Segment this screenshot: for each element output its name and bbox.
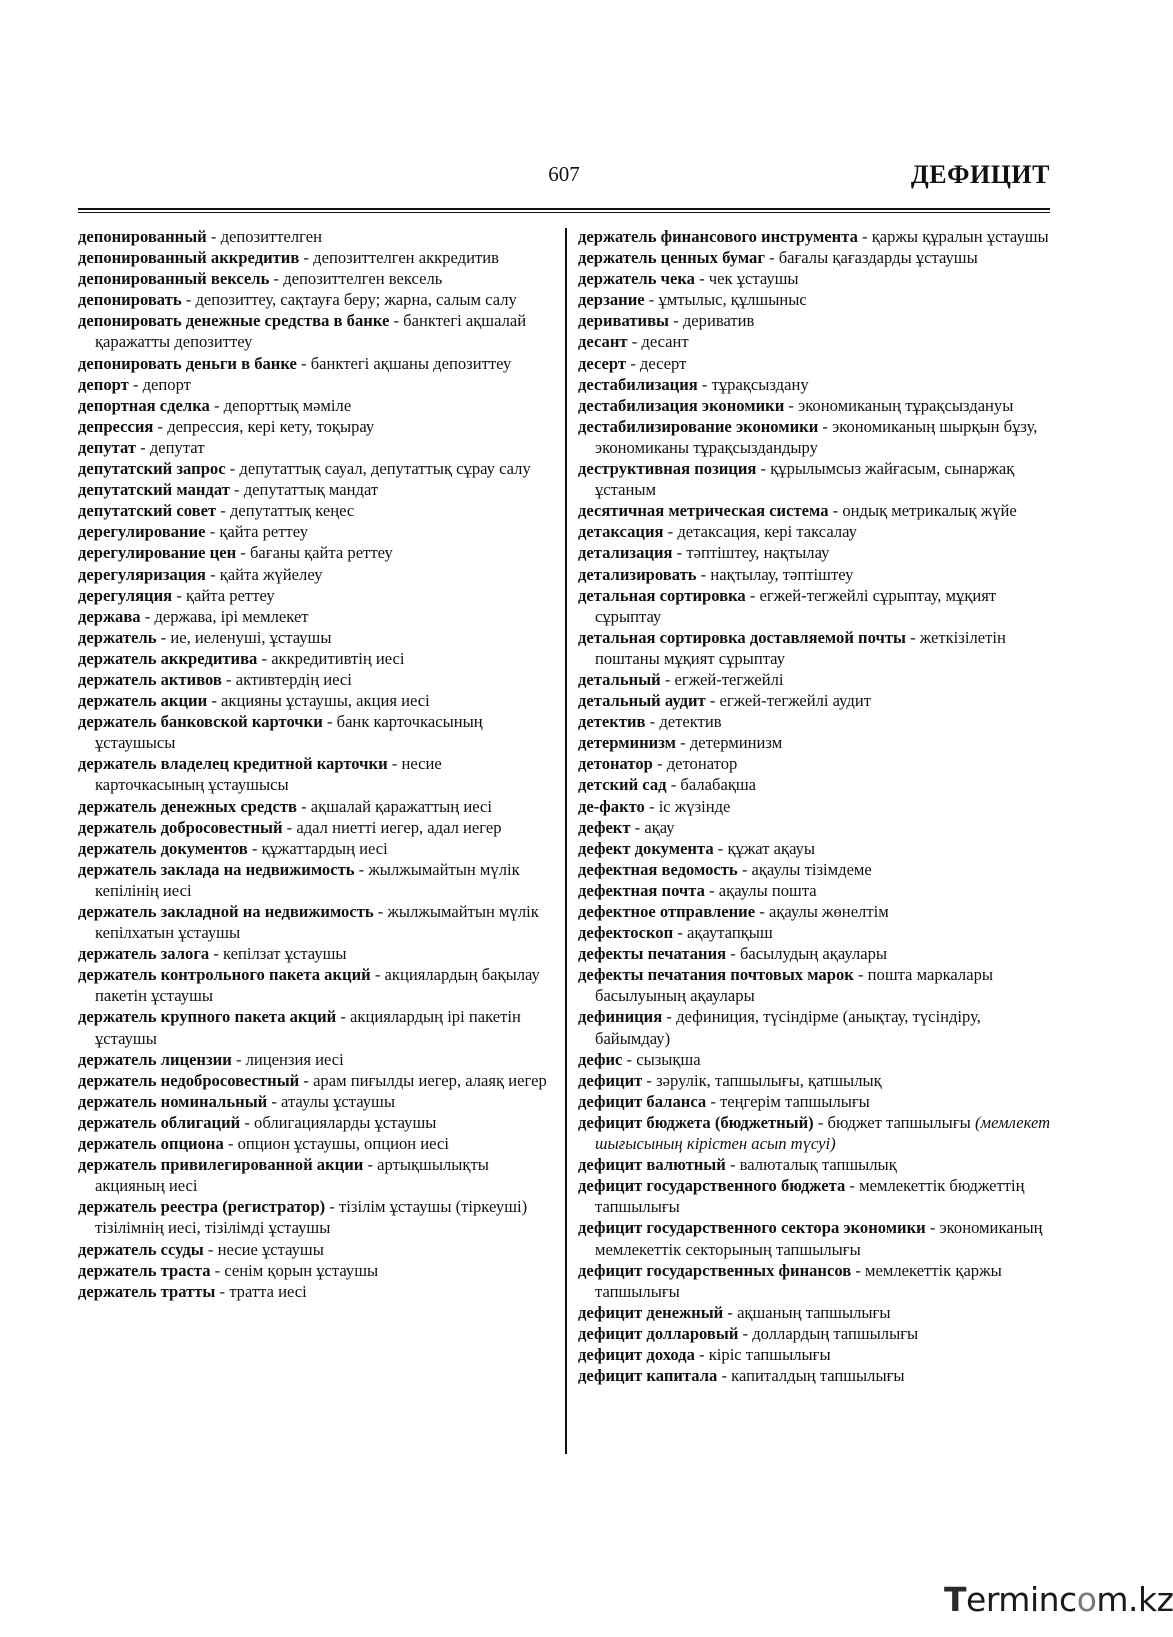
entry-term: держатель чека — [578, 269, 695, 289]
entry-term: дефицит долларовый — [578, 1323, 739, 1343]
entry-term: дестабилизация экономики — [578, 395, 785, 415]
entry-term: держатель номинальный — [78, 1091, 268, 1111]
dictionary-entry: держатель облигаций - облигацияларды ұстаушы — [78, 1112, 437, 1132]
entry-definition: детерминизм — [689, 733, 783, 753]
entry-definition: теңгерім тапшылығы — [720, 1091, 870, 1111]
dictionary-entry: деструктивная позиция - құрылымсыз жайғасым, сынаржақ ұстаным — [578, 459, 1015, 500]
column-divider — [565, 228, 567, 1454]
entry-definition: детектив — [659, 712, 722, 732]
entry-term: детский сад — [578, 775, 667, 795]
dictionary-entry: депутатский мандат - депутаттық мандат — [78, 480, 379, 500]
entry-term: дефицит баланса — [578, 1091, 707, 1111]
entry-definition: арам пиғылды иегер, алаяқ иегер — [313, 1070, 547, 1090]
entry-definition: ондық метрикалық жүйе — [842, 501, 1017, 521]
entry-term: депутатский мандат — [78, 480, 230, 500]
entry-term: держатель тратты — [78, 1281, 216, 1301]
entry-term: держатель траста — [78, 1260, 211, 1280]
entry-definition: банктегі ақшаны депозиттеу — [310, 353, 512, 373]
entry-definition: депутаттық кеңес — [229, 501, 355, 521]
left-column — [78, 226, 548, 1302]
entry-term: дефис — [578, 1049, 623, 1069]
logo-letter-t: T — [944, 1580, 967, 1619]
dictionary-entry: десант - десант — [578, 332, 689, 352]
entry-definition: депозиттеу, сақтауға беру; жарна, салым салу — [195, 290, 517, 310]
entry-term: дестабилизация — [578, 374, 698, 394]
dictionary-entry: де-факто - іс жүзінде — [578, 796, 731, 816]
entry-term: дерегуляция — [78, 585, 173, 605]
dictionary-entry: дефекты печатания почтовых марок - пошта маркалары басылуының ақаулары — [578, 965, 994, 1006]
dictionary-entry: дефицит дохода - кіріс тапшылығы — [578, 1344, 831, 1364]
entry-definition: адал ниетті иегер, адал иегер — [296, 817, 502, 837]
entry-term: держатель аккредитива — [78, 648, 258, 668]
dictionary-entry: держатель акции - акцияны ұстаушы, акция иесі — [78, 691, 430, 711]
dictionary-entry: дерзание - ұмтылыс, құлшыныс — [578, 290, 807, 310]
entry-term: держатель облигаций — [78, 1112, 241, 1132]
entry-term: держатель крупного пакета акций — [78, 1007, 337, 1027]
entry-term: дефекты печатания — [578, 944, 727, 964]
dictionary-entry: держатель ссуды - несие ұстаушы — [78, 1239, 324, 1259]
dictionary-entry: детализация - тәптіштеу, нақтылау — [578, 543, 830, 563]
entry-term: дефекты печатания почтовых марок — [578, 965, 854, 985]
dictionary-entry: детализировать - нақтылау, тәптіштеу — [578, 564, 854, 584]
entry-term: десант — [578, 332, 628, 352]
page-header — [78, 160, 1050, 194]
logo-text-1: ermin — [966, 1580, 1060, 1619]
entry-term: де-факто — [578, 796, 645, 816]
entry-term: депонированный аккредитив — [78, 248, 300, 268]
entry-term: дефицит валютный — [578, 1155, 726, 1175]
entry-term: детальная сортировка — [578, 585, 746, 605]
entry-definition: акцияны ұстаушы, акция иесі — [221, 691, 430, 711]
entry-definition: депозиттелген — [220, 227, 322, 246]
entry-definition: егжей-тегжейлі — [674, 669, 784, 689]
entry-definition: қайта реттеу — [219, 522, 309, 542]
entry-definition: валюталық тапшылық — [739, 1155, 897, 1175]
entry-term: десятичная метрическая система — [578, 501, 829, 521]
dictionary-entry: держатель чека - чек ұстаушы — [578, 269, 799, 289]
dictionary-entry: детальная сортировка - егжей-тегжейлі сұрыптау, мұқият сұрыптау — [578, 585, 997, 626]
entry-term: дефект — [578, 817, 631, 837]
dictionary-entry: десятичная метрическая система - ондық метрикалық жүйе — [578, 501, 1017, 521]
dictionary-entry: держатель владелец кредитной карточки - несие карточкасының ұстаушысы — [78, 754, 442, 795]
dictionary-entry: депонированный аккредитив - депозиттелген аккредитив — [78, 248, 499, 268]
entry-term: депрессия — [78, 416, 154, 436]
entry-definition: тәптіштеу, нақтылау — [686, 543, 830, 563]
entry-definition: құжат ақауы — [727, 838, 816, 858]
dictionary-entry: дерегулирование - қайта реттеу — [78, 522, 309, 542]
entry-definition: детаксация, кері таксалау — [677, 522, 857, 542]
entry-definition: ақаутапқыш — [687, 923, 773, 943]
dictionary-entry: дефицит баланса - теңгерім тапшылығы — [578, 1091, 870, 1111]
entry-definition: лицензия иесі — [245, 1049, 344, 1069]
dictionary-entry: дефицит бюджета (бюджетный) - бюджет тапшылығы (мемлекет шығысының кірістен асып түсуі) — [578, 1112, 1051, 1154]
entry-definition: капиталдың тапшылығы — [731, 1366, 905, 1386]
dictionary-entry: держатель аккредитива - аккредитивтің иесі — [78, 648, 405, 668]
entry-term: держатель закладной на недвижимость — [78, 902, 374, 921]
entry-definition: активтердің иесі — [235, 669, 352, 689]
entry-definition: қайта жүйелеу — [219, 564, 323, 584]
dictionary-entry: дефектная почта - ақаулы пошта — [578, 880, 817, 900]
entry-definition: депутат — [149, 437, 205, 457]
dictionary-entry: держатель крупного пакета акций - акциялардың ірі пакетін ұстаушы — [78, 1007, 521, 1048]
dictionary-entry: держатель финансового инструмента - қаржы құралын ұстаушы — [578, 227, 1049, 246]
dictionary-entry: дефектоскоп - ақаутапқыш — [578, 923, 773, 943]
entry-term: дерегуляризация — [78, 564, 206, 584]
dictionary-entry: деривативы - дериватив — [578, 311, 755, 331]
entry-definition: атаулы ұстаушы — [281, 1091, 395, 1111]
entry-term: дефицит — [578, 1070, 643, 1090]
entry-term: дефектоскоп — [578, 923, 674, 943]
dictionary-entry: держатель документов - құжаттардың иесі — [78, 838, 388, 858]
dictionary-entry: держатель ценных бумаг - бағалы қағаздарды ұстаушы — [578, 248, 978, 268]
entry-term: дефицит капитала — [578, 1366, 718, 1386]
dictionary-entry: держатель тратты - тратта иесі — [78, 1281, 307, 1301]
dictionary-entry: дерегуляция - қайта реттеу — [78, 585, 275, 605]
entry-definition: экономиканың тұрақсыздануы — [798, 395, 1014, 415]
entry-term: держатель — [78, 627, 157, 647]
entry-term: детализировать — [578, 564, 697, 584]
entry-definition: опцион ұстаушы, опцион иесі — [237, 1134, 449, 1154]
entry-definition: дериватив — [682, 311, 755, 331]
entry-definition: ие, иеленуші, ұстаушы — [170, 627, 332, 647]
entry-term: депонировать денежные средства в банке — [78, 311, 390, 331]
entry-term: депутат — [78, 437, 136, 457]
dictionary-entry: детальный - егжей-тегжейлі — [578, 669, 784, 689]
dictionary-entry: депонировать денежные средства в банке - банктегі ақшалай қаражатты депозиттеу — [78, 311, 527, 352]
entry-term: дефиниция — [578, 1007, 663, 1027]
entry-term: держатель ценных бумаг — [578, 248, 765, 268]
dictionary-entry: депутат - депутат — [78, 437, 205, 457]
dictionary-entry: держатель привилегированной акции - артықшылықты акцияның иесі — [78, 1155, 489, 1196]
entry-term: депутатский запрос — [78, 459, 226, 479]
entry-term: держатель реестра (регистратор) — [78, 1197, 326, 1217]
dictionary-entry: десерт - десерт — [578, 353, 687, 373]
entry-term: детонатор — [578, 754, 653, 774]
entry-definition: держава, ірі мемлекет — [154, 606, 309, 626]
entry-term: детальный — [578, 669, 661, 689]
entry-term: детальный аудит — [578, 691, 706, 711]
entry-definition: экономиканың шырқын бұзу, экономиканы тұрақсыздандыру — [595, 416, 1038, 457]
entry-term: дефицит денежный — [578, 1302, 724, 1322]
entry-term: держатель активов — [78, 669, 222, 689]
dictionary-entry: детаксация - детаксация, кері таксалау — [578, 522, 857, 542]
entry-term: держатель владелец кредитной карточки — [78, 754, 388, 774]
dictionary-entry: дефиниция - дефиниция, түсіндірме (анықтау, түсіндіру, байымдау) — [578, 1007, 981, 1048]
entry-term: дефицит бюджета (бюджетный) — [578, 1112, 814, 1132]
dictionary-entry: детектив - детектив — [578, 712, 722, 732]
dictionary-entry: держатель заклада на недвижимость - жылжымайтын мүлік кепілінің иесі — [78, 859, 520, 900]
dictionary-entry: дефицит государственного бюджета - мемлекеттік бюджеттің тапшылығы — [578, 1176, 1025, 1217]
entry-term: детерминизм — [578, 733, 676, 753]
entry-definition: нақтылау, тәптіштеу — [710, 564, 854, 584]
dictionary-entry: держатель - ие, иеленуші, ұстаушы — [78, 627, 332, 647]
entry-definition: басылудың ақаулары — [739, 944, 888, 964]
dictionary-entry: депортная сделка - депорттық мәміле — [78, 395, 352, 415]
entry-term: дестабилизирование экономики — [578, 416, 819, 436]
entry-term: депортная сделка — [78, 395, 210, 415]
entry-term: дефект документа — [578, 838, 714, 858]
entry-definition: доллардың тапшылығы — [752, 1323, 919, 1343]
entry-definition: облигацияларды ұстаушы — [254, 1112, 437, 1132]
entry-definition: сенім қорын ұстаушы — [224, 1260, 379, 1280]
entry-definition: артықшылықты акцияның иесі — [95, 1155, 489, 1196]
dictionary-entry: держава - держава, ірі мемлекет — [78, 606, 309, 626]
entry-term: детализация — [578, 543, 673, 563]
entry-term: держатель ссуды — [78, 1239, 204, 1259]
entry-term: держава — [78, 606, 141, 626]
entry-term: депонированный — [78, 227, 207, 246]
dictionary-entry: держатель траста - сенім қорын ұстаушы — [78, 1260, 379, 1280]
entry-term: дефицит государственного сектора экономики — [578, 1218, 926, 1238]
dictionary-entry: детонатор - детонатор — [578, 754, 738, 774]
entry-definition: акциялардың ірі пакетін ұстаушы — [95, 1007, 521, 1048]
dictionary-entry: держатель опциона - опцион ұстаушы, опцион иесі — [78, 1134, 449, 1154]
entry-term: дефектное отправление — [578, 902, 756, 921]
dictionary-entry: депонировать - депозиттеу, сақтауға беру; жарна, салым салу — [78, 290, 517, 310]
dictionary-entry: депонированный - депозиттелген — [78, 227, 322, 246]
dictionary-entry: держатель активов - активтердің иесі — [78, 669, 352, 689]
entry-definition: пошта маркалары басылуының ақаулары — [595, 965, 994, 1006]
dictionary-entry: детальный аудит - егжей-тегжейлі аудит — [578, 691, 872, 711]
entry-definition: десерт — [639, 353, 687, 373]
dictionary-entry: дестабилизация - тұрақсыздану — [578, 374, 809, 394]
dictionary-entry: дефектная ведомость - ақаулы тізімдеме — [578, 859, 872, 879]
entry-definition: депрессия, кері кету, тоқырау — [167, 416, 375, 436]
entry-definition: кіріс тапшылығы — [708, 1344, 831, 1364]
dictionary-entry: держатель денежных средств - ақшалай қаражаттың иесі — [78, 796, 492, 816]
entry-term: держатель банковской карточки — [78, 712, 323, 732]
page-number: 607 — [548, 162, 580, 186]
entry-definition: депорт — [142, 374, 191, 394]
dictionary-entry: дефицит денежный - ақшаның тапшылығы — [578, 1302, 891, 1322]
entry-term: депонировать — [78, 290, 182, 310]
logo-o-mark: o — [1076, 1580, 1097, 1619]
entry-definition: егжей-тегжейлі сұрыптау, мұқият сұрыптау — [595, 585, 997, 626]
dictionary-entry: дерегуляризация - қайта жүйелеу — [78, 564, 323, 584]
entry-definition: жылжымайтын мүлік кепілхатын ұстаушы — [95, 902, 539, 943]
entry-definition: депутаттық мандат — [243, 480, 379, 500]
entry-definition: ұмтылыс, құлшыныс — [658, 290, 807, 310]
entry-definition: жеткізілетін поштаны мұқият сұрыптау — [595, 627, 1006, 668]
entry-definition: ақшаның тапшылығы — [737, 1302, 891, 1322]
entry-definition: несие ұстаушы — [217, 1239, 324, 1259]
entry-term: детаксация — [578, 522, 664, 542]
entry-definition: бағаны қайта реттеу — [249, 543, 393, 563]
entry-definition: сызықша — [636, 1049, 701, 1069]
logo-text-3: m.kz — [1096, 1580, 1173, 1619]
dictionary-entry: держатель добросовестный - адал ниетті иегер, адал иегер — [78, 817, 502, 837]
dictionary-entry: держатель залога - кепілзат ұстаушы — [78, 944, 347, 964]
entry-term: дефицит государственных финансов — [578, 1260, 852, 1280]
header-rule-thin — [78, 212, 1050, 213]
entry-term: держатель залога — [78, 944, 210, 964]
dictionary-entry: депонировать деньги в банке - банктегі ақшаны депозиттеу — [78, 353, 512, 373]
entry-term: дерзание — [578, 290, 645, 310]
entry-definition: кепілзат ұстаушы — [223, 944, 347, 964]
entry-definition: зәрулік, тапшылығы, қатшылық — [656, 1070, 882, 1090]
entry-definition: балабақша — [680, 775, 757, 795]
dictionary-entry: дестабилизирование экономики - экономиканың шырқын бұзу, экономиканы тұрақсыздандыру — [578, 416, 1038, 457]
entry-definition: қаржы құралын ұстаушы — [871, 227, 1049, 246]
entry-definition: детонатор — [666, 754, 738, 774]
entry-definition: банк карточкасының ұстаушысы — [95, 712, 483, 753]
entry-term: держатель опциона — [78, 1134, 224, 1154]
entry-term: держатель добросовестный — [78, 817, 283, 837]
entry-term: детектив — [578, 712, 646, 732]
dictionary-entry: дефектное отправление - ақаулы жөнелтім — [578, 902, 889, 921]
dictionary-entry: депутатский совет - депутаттық кеңес — [78, 501, 355, 521]
entry-definition: тұрақсыздану — [711, 374, 809, 394]
entry-term: держатель финансового инструмента — [578, 227, 858, 246]
dictionary-entry: детский сад - балабақша — [578, 775, 757, 795]
dictionary-entry: депонированный вексель - депозиттелген вексель — [78, 269, 443, 289]
entry-term: держатель недобросовестный — [78, 1070, 300, 1090]
dictionary-entry: держатель номинальный - атаулы ұстаушы — [78, 1091, 395, 1111]
entry-term: держатель контрольного пакета акций — [78, 965, 371, 985]
entry-term: депонированный вексель — [78, 269, 270, 289]
header-word: ДЕФИЦИТ — [910, 160, 1050, 189]
entry-definition: депозиттелген вексель — [283, 269, 443, 289]
dictionary-entry: дефис - сызықша — [578, 1049, 701, 1069]
entry-definition: қайта реттеу — [186, 585, 275, 605]
dictionary-entry: детерминизм - детерминизм — [578, 733, 783, 753]
entry-definition: егжей-тегжейлі аудит — [719, 691, 872, 711]
entry-term: дефицит дохода — [578, 1344, 695, 1364]
dictionary-entry: детальная сортировка доставляемой почты - жеткізілетін поштаны мұқият сұрыптау — [578, 627, 1006, 668]
entry-term: деструктивная позиция — [578, 459, 757, 479]
entry-term: детальная сортировка доставляемой почты — [578, 627, 906, 647]
entry-term: дефектная ведомость — [578, 859, 738, 879]
entry-definition: дефиниция, түсіндірме (анықтау, түсіндіру, байымдау) — [595, 1007, 981, 1048]
entry-term: держатель лицензии — [78, 1049, 232, 1069]
entry-note: (мемлекет шығысының кірістен асып түсуі) — [595, 1112, 1051, 1154]
dictionary-entry: держатель банковской карточки - банк карточкасының ұстаушысы — [78, 712, 483, 753]
right-column — [578, 226, 1056, 1386]
entry-definition: мемлекеттік бюджеттің тапшылығы — [595, 1176, 1025, 1217]
termincom-logo — [944, 1580, 1173, 1619]
entry-definition: аккредитивтің иесі — [271, 648, 405, 668]
entry-term: держатель привилегированной акции — [78, 1155, 364, 1175]
entry-term: депонировать деньги в банке — [78, 353, 297, 373]
entry-definition: ақау — [644, 817, 675, 837]
entry-definition: депутаттық сауал, депутаттық сұрау салу — [239, 459, 531, 479]
entry-term: дерегулирование — [78, 522, 206, 542]
entry-definition: тратта иесі — [229, 1281, 307, 1301]
dictionary-entry: держатель лицензии - лицензия иесі — [78, 1049, 344, 1069]
entry-term: депорт — [78, 374, 129, 394]
dictionary-entry: дефект документа - құжат ақауы — [578, 838, 816, 858]
entry-definition: мемлекеттік қаржы тапшылығы — [595, 1260, 1002, 1301]
entry-definition: бағалы қағаздарды ұстаушы — [778, 248, 978, 268]
entry-term: держатель документов — [78, 838, 248, 858]
entry-term: дефицит государственного бюджета — [578, 1176, 846, 1196]
logo-text-2: c — [1059, 1580, 1077, 1619]
entry-definition: ақшалай қаражаттың иесі — [310, 796, 492, 816]
entry-definition: депозиттелген аккредитив — [313, 248, 499, 268]
entry-definition: іс жүзінде — [658, 796, 731, 816]
entry-term: держатель заклада на недвижимость — [78, 859, 355, 879]
header-rule-thick — [78, 208, 1050, 210]
dictionary-entry: держатель недобросовестный - арам пиғылды иегер, алаяқ иегер — [78, 1070, 547, 1090]
dictionary-entry: дефицит капитала - капиталдың тапшылығы — [578, 1366, 905, 1386]
entry-term: держатель денежных средств — [78, 796, 297, 816]
dictionary-entry: дефицит - зәрулік, тапшылығы, қатшылық — [578, 1070, 882, 1090]
dictionary-entry: дестабилизация экономики - экономиканың тұрақсыздануы — [578, 395, 1014, 415]
dictionary-entry: дефицит государственного сектора экономики - экономиканың мемлекеттік секторының тапшылығы — [578, 1218, 1043, 1259]
dictionary-entry: держатель реестра (регистратор) - тізілім ұстаушы (тіркеуші) тізілімнің иесі, тізілімді ұстаушы — [78, 1197, 528, 1238]
entry-definition: ақаулы тізімдеме — [751, 859, 872, 879]
dictionary-entry: держатель закладной на недвижимость - жылжымайтын мүлік кепілхатын ұстаушы — [78, 902, 539, 943]
entry-term: держатель акции — [78, 691, 208, 711]
dictionary-entry: депутатский запрос - депутаттық сауал, депутаттық сұрау салу — [78, 459, 531, 479]
entry-definition: жылжымайтын мүлік кепілінің иесі — [95, 859, 520, 900]
entry-definition: экономиканың мемлекеттік секторының тапшылығы — [595, 1218, 1043, 1259]
entry-definition: депорттық мәміле — [223, 395, 352, 415]
entry-definition: ақаулы пошта — [718, 880, 817, 900]
entry-term: депутатский совет — [78, 501, 217, 521]
dictionary-entry: дефект - ақау — [578, 817, 675, 837]
entry-definition: құрылымсыз жайғасым, сынаржақ ұстаным — [595, 459, 1015, 500]
dictionary-entry: депрессия - депрессия, кері кету, тоқырау — [78, 416, 375, 436]
entry-term: деривативы — [578, 311, 670, 331]
entry-definition: чек ұстаушы — [708, 269, 799, 289]
entry-term: дерегулирование цен — [78, 543, 237, 563]
dictionary-entry: дефицит государственных финансов - мемлекеттік қаржы тапшылығы — [578, 1260, 1002, 1301]
entry-definition: бюджет тапшылығы — [827, 1112, 971, 1132]
entry-definition: ақаулы жөнелтім — [768, 902, 889, 921]
dictionary-entry: депорт - депорт — [78, 374, 191, 394]
entry-definition: банктегі ақшалай қаражатты депозиттеу — [95, 311, 527, 352]
entry-definition: акциялардың бақылау пакетін ұстаушы — [95, 965, 540, 1006]
entry-term: дефектная почта — [578, 880, 705, 900]
entry-definition: тізілім ұстаушы (тіркеуші) тізілімнің иесі, тізілімді ұстаушы — [95, 1197, 528, 1238]
dictionary-entry: держатель контрольного пакета акций - акциялардың бақылау пакетін ұстаушы — [78, 965, 540, 1006]
dictionary-entry: дефекты печатания - басылудың ақаулары — [578, 944, 888, 964]
dictionary-entry: дефицит валютный - валюталық тапшылық — [578, 1155, 897, 1175]
dictionary-entry: дерегулирование цен - бағаны қайта реттеу — [78, 543, 393, 563]
entry-definition: құжаттардың иесі — [261, 838, 388, 858]
entry-definition: несие карточкасының ұстаушысы — [95, 754, 442, 795]
dictionary-entry: дефицит долларовый - доллардың тапшылығы — [578, 1323, 919, 1343]
entry-term: десерт — [578, 353, 627, 373]
entry-definition: десант — [641, 332, 689, 352]
